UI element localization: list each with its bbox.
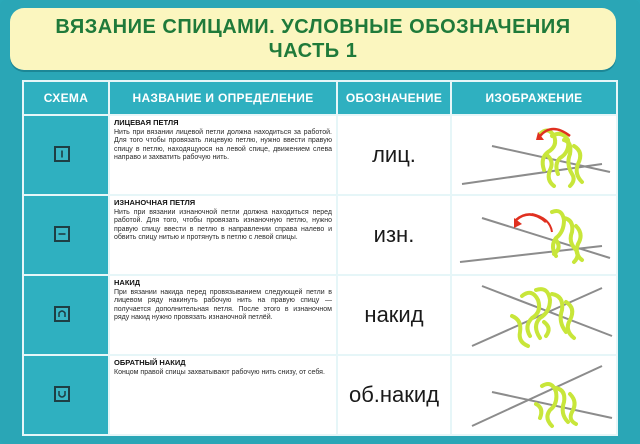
header-image: ИЗОБРАЖЕНИЕ xyxy=(485,91,583,105)
stitch-name: ОБРАТНЫЙ НАКИД xyxy=(114,358,186,367)
abbreviation-cell: лиц. xyxy=(338,116,450,194)
reverse-yarn-over-illustration xyxy=(452,356,616,434)
header-designation: ОБОЗНАЧЕНИЕ xyxy=(345,91,443,105)
header-schema: СХЕМА xyxy=(43,91,89,105)
yarn-over-symbol-icon xyxy=(54,306,70,322)
knit-stitch-illustration xyxy=(452,116,616,194)
stitch-name: ЛИЦЕВАЯ ПЕТЛЯ xyxy=(114,118,179,127)
definition-cell xyxy=(110,196,336,274)
definition-cell xyxy=(110,276,336,354)
stitch-definition: Концом правой спицы захватывают рабочую нить снизу, от себя. xyxy=(114,368,325,376)
abbreviation-cell: об.накид xyxy=(338,356,450,434)
stitch-definition: При вязании накида перед провязыванием следующей петли в лицевом ряду накинуть рабочую нить на правую спицу — получается дополнительная петля. После этого в изнаночном ряду накид нужно провязать изнаночной петлёй. xyxy=(114,288,332,322)
stitch-definition: Нить при вязании лицевой петли должна находиться за работой. Для того чтобы провязать лицевую петлю, нужно ввести правую спицу в петлю, находящуюся на левой спице, движением слева направо и захватить рабочую нить. xyxy=(114,128,332,162)
reverse-yarn-over-symbol-icon xyxy=(54,386,70,402)
definition-cell xyxy=(110,116,336,194)
symbols-table xyxy=(22,80,618,436)
title-line-1: ВЯЗАНИЕ СПИЦАМИ. УСЛОВНЫЕ ОБОЗНАЧЕНИЯ xyxy=(55,16,571,38)
stitch-definition: Нить при вязании изнаночной петли должна находиться перед работой. Для того, чтобы провязать изнаночную петлю, нужно правую спицу ввести в петлю в направлении справа налево и обвить спицу нитью и протянуть в петлю с левой спицы. xyxy=(114,208,332,242)
purl-symbol-icon xyxy=(54,226,70,242)
purl-stitch-illustration xyxy=(452,196,616,274)
stitch-name: ИЗНАНОЧНАЯ ПЕТЛЯ xyxy=(114,198,196,207)
header-name: НАЗВАНИЕ И ОПРЕДЕЛЕНИЕ xyxy=(132,91,314,105)
abbreviation-cell: накид xyxy=(338,276,450,354)
stitch-name: НАКИД xyxy=(114,278,141,287)
knit-symbol-icon xyxy=(54,146,70,162)
title-line-2: ЧАСТЬ 1 xyxy=(268,40,358,62)
yarn-over-illustration xyxy=(452,276,616,354)
abbreviation-cell: изн. xyxy=(338,196,450,274)
title-banner xyxy=(10,8,616,70)
definition-cell xyxy=(110,356,336,434)
